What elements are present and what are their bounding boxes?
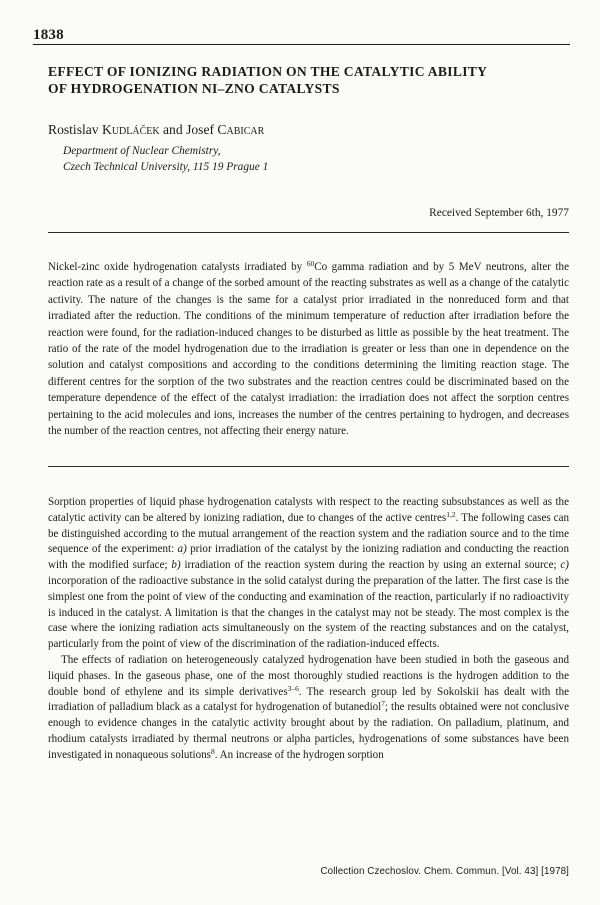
list-marker-a: a) xyxy=(177,543,187,556)
author-2-first: Josef xyxy=(186,122,215,137)
header-rule xyxy=(33,44,570,45)
abstract-text-1: Nickel-zinc oxide hydrogenation catalysts irradiated by xyxy=(48,261,307,273)
citation: 3–6 xyxy=(287,683,299,693)
body-text: irradiation of the reaction system during the reaction by using an external source; xyxy=(180,559,561,572)
citation: 1,2 xyxy=(446,509,456,519)
body-text: prior irradiation of the catalyst by the ionizing radiation and conducting the reaction with the modified surface; xyxy=(48,543,569,572)
body-text: . An increase of the hydrogen sorption xyxy=(214,748,384,761)
list-marker-b: b) xyxy=(171,559,181,572)
author-conjunction: and xyxy=(163,122,183,137)
body-text: . The following cases can be distinguished according to the mutual arrangement of the reaction system and the radiation source and to the time sequence of the experiment: xyxy=(48,511,569,556)
abstract-top-rule xyxy=(48,232,569,233)
body-text: incorporation of the radioactive substance in the solid catalyst during the preparation of the latter. The first case is the simplest one from the point of view of the conducting and examination of the reaction, particularly if no radioactivity is induced in the catalyst. A limitation is that the changes in the catalyst may not be steady. The most complex is the case where the ionizing radiation acts simultaneously on the system of the reacting substances and on the catalyst, particularly from the point of view of the discrimination of the radiation-induced effects. xyxy=(48,574,569,651)
citation: 8 xyxy=(210,746,215,756)
list-marker-c: c) xyxy=(560,559,569,572)
title-line-2: OF HYDROGENATION NI–ZNO CATALYSTS xyxy=(48,81,340,96)
abstract-bottom-rule xyxy=(48,466,569,467)
abstract xyxy=(48,259,569,439)
body-paragraph-2 xyxy=(48,653,569,764)
affiliation-line-2: Czech Technical University, 115 19 Prague 1 xyxy=(63,161,269,173)
author-1-last: Kudláček xyxy=(102,122,160,137)
body-text: The effects of radiation on heterogeneously catalyzed hydrogenation have been studied in both the gaseous and liquid phases. In the gaseous phase, one of the most thoroughly studied reactions is the hydrogen addition to the double bond of ethylene and its simple derivatives xyxy=(48,653,569,698)
page-number: 1838 xyxy=(33,27,64,43)
author-1-first: Rostislav xyxy=(48,122,99,137)
journal-footer: Collection Czechoslov. Chem. Commun. [Vol. 43] [1978] xyxy=(320,866,569,877)
affiliation xyxy=(63,143,268,175)
body-paragraph-1 xyxy=(48,495,569,653)
title-line-1: EFFECT OF IONIZING RADIATION ON THE CATALYTIC ABILITY xyxy=(48,64,488,79)
isotope-superscript: 60 xyxy=(306,259,315,268)
body-text: . The research group led by Sokolskii has dealt with the irradiation of palladium black as a catalyst for hydrogenation of butanediol xyxy=(48,685,570,714)
article-title xyxy=(48,63,578,97)
citation: 7 xyxy=(381,699,385,709)
author-list xyxy=(48,122,264,138)
affiliation-line-1: Department of Nuclear Chemistry, xyxy=(63,145,221,157)
abstract-text-2: Co gamma radiation and by 5 MeV neutrons, alter the reaction rate as a result of a change of the sorbed amount of the reacting substrates as well as a change of the catalytic activity. The nature of the changes is the same for a catalyst prior irradiated in the nonreduced form and that irradiated after the reduction. The conditions of the minimum temperature of reduction after irradiation before the reaction were found, for the radiation-induced changes to be disturbed as little as possible by the heat treatment. The ratio of the rate of the model hydrogenation due to the irradiation is greater or less than one in dependence on the solution and catalyst compositions and according to the conditions determining the limiting reaction stage. The different centres for the sorption of the two substrates and the reaction centres could be discriminated based on the temperature dependence of the effect of the catalyst irradiation: the irradiation does not affect the sorption centres pertaining to the acid molecules and ions, increases the number of the centres pertaining to hydrogen, and decreases the number of the reaction centres, not affecting their energy nature. xyxy=(48,261,569,438)
body-text: Sorption properties of liquid phase hydrogenation catalysts with respect to the reacting subsubstances as well as the catalytic activity can be altered by ionizing radiation, due to changes of the active centres xyxy=(48,496,569,524)
body-text: ; the results obtained were not conclusive enough to evidence changes in the catalytic activity brought about by the radiation. On palladium, platinum, and rhodium catalysts irradiated by thermal neutrons or alpha particles, hydrogenations of some substances have been investigated in nonaqueous solutions xyxy=(48,701,569,761)
article-body xyxy=(48,495,569,764)
author-2-last: Cabicar xyxy=(217,122,265,137)
received-date: Received September 6th, 1977 xyxy=(429,207,569,219)
